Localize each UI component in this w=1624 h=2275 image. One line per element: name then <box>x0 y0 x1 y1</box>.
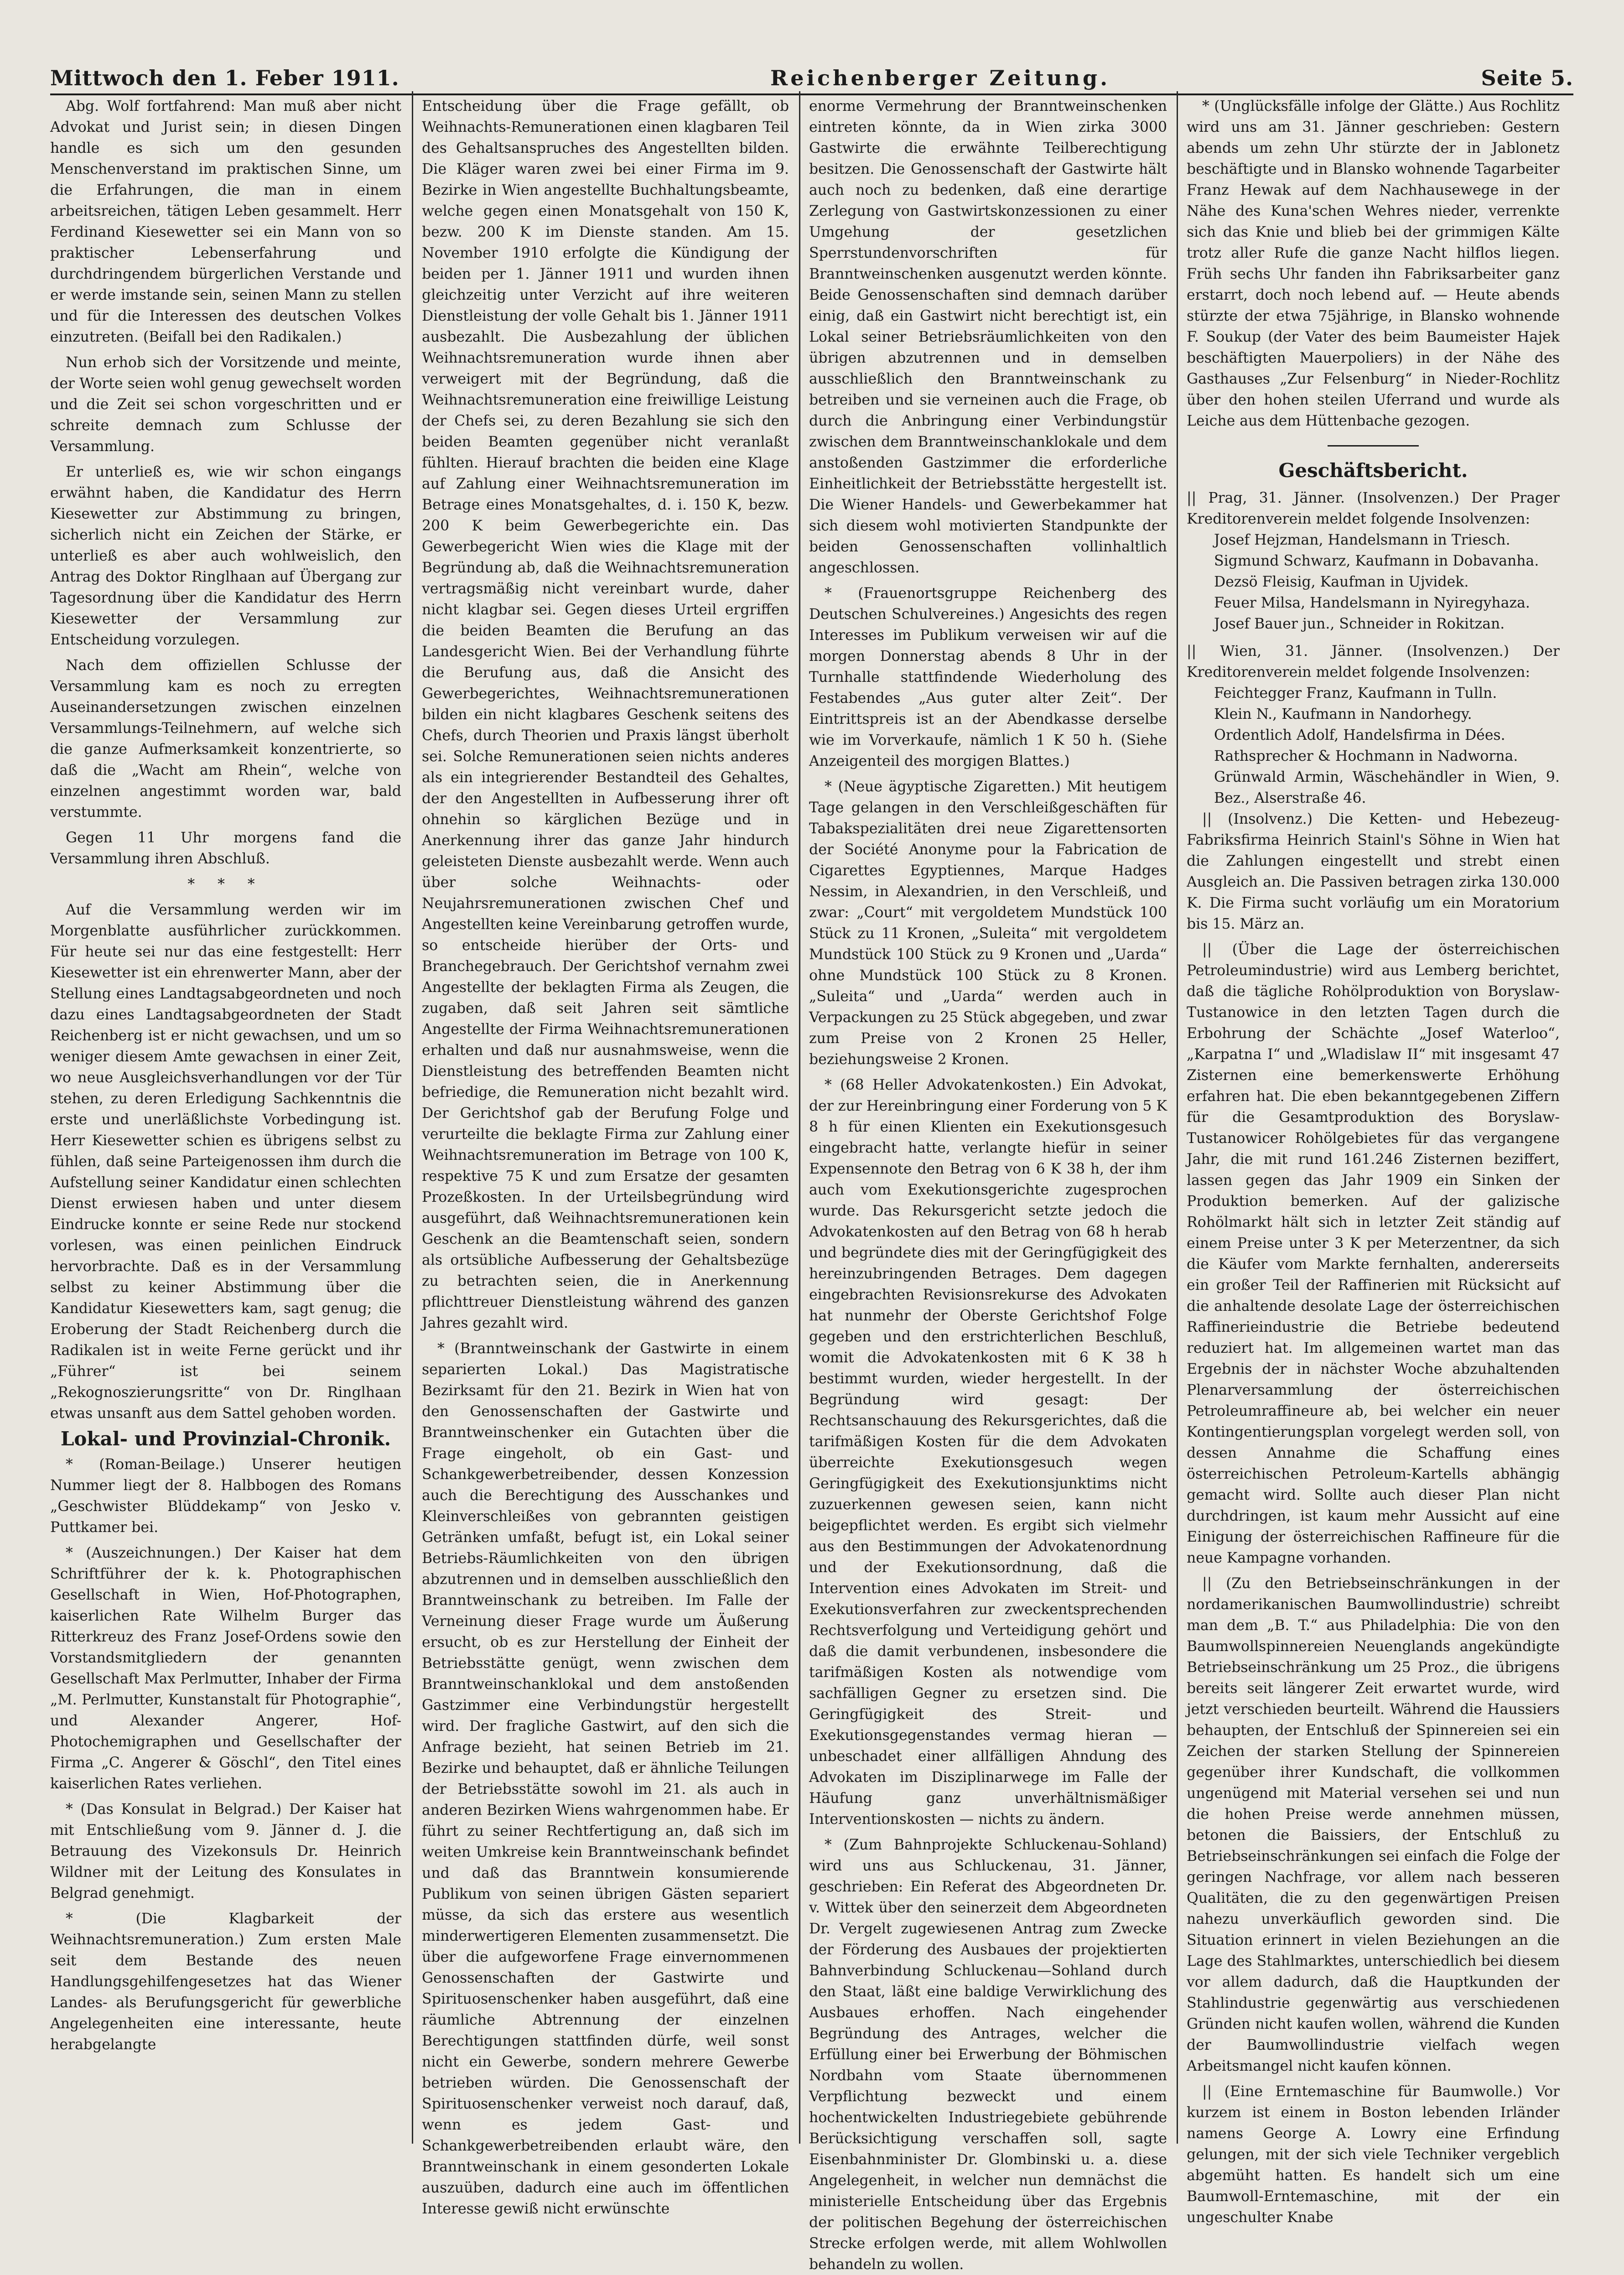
news-item: * (Neue ägyptische Zigaretten.) Mit heutigem Tage gelangen in den Verschleißgeschäften für Tabakspezialitäten drei neue Zigarettensorten der Société Anonyme pour la Fabrication de Cigarettes Egyptiennes, Marque Hadges Nessim, in Alexandrien, in den Verschleiß, und zwar: „Court“ mit vergoldetem Mundstück 100 Stück zu 11 Kronen, „Suleita“ mit vergoldetem Mundstück 100 Stück zu 9 Kronen und „Uarda“ ohne Mundstück 100 Stück zu 8 Kronen. „Suleita“ und „Uarda“ werden auch in Verpackungen zu 25 Stück abgegeben, und zwar zum Preise von 2 Kronen 25 Heller, beziehungsweise 2 Kronen. <box>809 779 1167 1068</box>
insolvency-entry: Rathsprecher & Hochmann in Nadworna. <box>1214 748 1518 764</box>
insolvency-entry: Feichtegger Franz, Kaufmann in Tulln. <box>1214 685 1497 701</box>
column-3 <box>809 96 1167 2273</box>
article-paragraph: Entscheidung über die Frage gefällt, ob Weihnachts-Remunerationen einen klagbaren Teil des Gehaltsanspruches des Angestellten bilden. Die Kläger waren zwei bei einer Firma im 9. Bezirke in Wien angestellte Buchhaltungsbeamte, welche gegen einen Monatsgehalt von 150 K, bezw. 200 K im Dienste standen. Am 15. November 1910 erfolgte die Kündigung der beiden per 1. Jänner 1911 und wurden ihnen gleichzeitig unter Verzicht auf ihre weiteren Dienstleistung der volle Gehalt bis 1. Jänner 1911 ausbezahlt. Die Ausbezahlung der üblichen Weihnachtsremuneration wurde ihnen aber verweigert mit der Begründung, daß die Weihnachtsremuneration eine freiwillige Leistung der Chefs sei, zu deren Bezahlung sie sich den beiden Beamten gegenüber nicht veranlaßt fühlten. Hierauf brachten die beiden eine Klage auf Zahlung einer Weihnachtsremuneration im Betrage eines Monatsgehaltes, d. i. 150 K, bezw. 200 K beim Gewerbegerichte ein. Das Gewerbegericht Wien wies die Klage mit der Begründung ab, daß die Weihnachtsremuneration vertragsmäßig nicht vereinbart wurde, daher nicht klagbar sei. Gegen dieses Urteil ergriffen die beiden Beamten die Berufung an das Landesgericht Wien. Bei der Verhandlung führte die Berufung aus, daß die Ansicht des Gewerbegerichtes, Weihnachtsremunerationen bilden ein nicht klagbares Geschenk seitens des Chefs, durch Theorien und Praxis längst überholt sei. Solche Remunerationen seien nichts anderes als ein integrierender Bestandteil des Gehaltes, der den Angestellten in Aufbesserung ihrer oft ohnehin so kärglichen Bezüge und in Anerkennung ihrer das ganze Jahr hindurch geleisteten Dienste ausbezahlt werde. Wenn auch über solche Weihnachts- oder Neujahrsremunerationen zwischen Chef und Angestellten keine Vereinbarung getroffen wurde, so entscheide hierüber der Orts- und Branchegebrauch. Der Gerichtshof vernahm zwei Angestellte der beklagten Firma als Zeugen, die zugaben, daß seit Jahren seit sämtliche Angestellte der Firma Weihnachtsremunerationen erhalten und daß nur ausnahmsweise, wenn die Dienstleistung des betreffenden Beamten nicht befriedige, die Remuneration nicht bezahlt wird. Der Gerichtshof gab der Berufung Folge und verurteilte die beklagte Firma zur Zahlung einer Weihnachtsremuneration im Betrage von 100 K, respektive 75 K und zum Ersatze der gesamten Prozeßkosten. In der Urteilsbegründung wird ausgeführt, daß Weihnachtsremunerationen kein Geschenk an die Beamtenschaft seien, sondern als ortsübliche Aufbesserung der Gehaltsbezüge zu betrachten seien, die in Anerkennung pflichttreuer Dienstleistung während des ganzen Jahres gezahlt wird. <box>422 98 789 1331</box>
newspaper-title: Reichenberger Zeitung. <box>770 66 1110 90</box>
masthead-rule <box>50 93 1573 95</box>
insolvency-header: || Wien, 31. Jänner. (Insolvenzen.) Der Kreditorenverein meldet folgende Insolvenzen: <box>1187 643 1560 680</box>
page-number: Seite 5. <box>1481 66 1573 90</box>
column-1 <box>50 96 401 2125</box>
section-heading: Lokal- und Provinzial-Chronik. <box>60 1428 391 1450</box>
news-item: || (Eine Erntemaschine für Baumwolle.) Vor kurzem ist einem in Boston lebenden Irländer namens George A. Lowry eine Erfindung gelungen, mit der sich viele Techniker vergeblich abgemüht hatten. Es handelt sich um eine Baumwoll-Erntemaschine, mit der ein ungeschulter Knabe <box>1187 2083 1560 2226</box>
news-item: || (Zu den Betriebseinschränkungen in der nordamerikanischen Baumwollindustrie) schreibt man dem „B. T.“ aus Philadelphia: Die von den Baumwollspinnereien Neuenglands angekündigte Betriebseinschränkung um 25 Proz., die übrigens bereits seit längerer Zeit erwartet wurde, wird jetzt verschieden beurteilt. Während die Haussiers behaupten, der Entschluß der Spinnereien sei ein Zeichen der starken Stellung der Spinnereien gegenüber ihrer Kundschaft, die vollkommen ungenügend mit Material versehen sei und nun die hohen Preise werde annehmen müssen, betonen die Baissiers, der Entschluß zu Betriebseinschränkungen sei einfach die Folge der geringen Nachfrage, vor allem nach besseren Qualitäten, die zu den gegenwärtigen Preisen nahezu unverkäuflich geworden sind. Die Situation erinnert in vielen Beziehungen an die Lage des Stahlmarktes, unterschiedlich bei diesem vor allem dadurch, daß die Hauptkunden der Stahlindustrie gegenwärtig aus verschiedenen Gründen nicht kaufen wollen, während die Kunden der Baumwollindustrie vielfach wegen Arbeitsmangel nicht kaufen können. <box>1187 1575 1560 2074</box>
news-item: * (Branntweinschank der Gastwirte in einem separierten Lokal.) Das Magistratische Bezirksamt für den 21. Bezirk in Wien hat von den Genossenschaften der Gastwirte und Branntweinschenker ein Gutachten über die Frage eingeholt, ob ein Gast- und Schankgewerbetreibender, dessen Konzession auch die Berechtigung des Ausschankes und Kleinverschleißes von gebrannten geistigen Getränken umfaßt, befugt ist, ein Lokal seiner Betriebs-Räumlichkeiten von den übrigen abzutrennen und in demselben ausschließlich den Branntweinschank zu betreiben. Im Falle der Verneinung dieser Frage wurde um Äußerung ersucht, ob es zur Herstellung der Einheit der Betriebsstätte genügt, wenn zwischen dem Branntweinschanklokal und dem anstoßenden Gastzimmer eine Verbindungstür hergestellt wird. Der fragliche Gastwirt, auf den sich die Anfrage bezieht, hat seinen Betrieb im 21. Bezirke und behauptet, daß er ähnliche Teilungen der Betriebsstätte sowohl im 21. als auch in anderen Bezirken Wiens wahrgenommen habe. Er führt zu seiner Rechtfertigung an, daß sich im weiten Umkreise kein Branntweinschank befindet und daß das Branntwein konsumierende Publikum von seinen übrigen Gästen separiert müsse, da sich das erstere aus wesentlich minderwertigeren Elementen zusammensetzt. Die über die aufgeworfene Frage einvernommenen Genossenschaften der Gastwirte und Spirituosenschenker haben ausgeführt, daß eine räumliche Abtrennung der einzelnen Berechtigungen stattfinden dürfe, weil sonst nicht ein Gewerbe, sondern mehrere Gewerbe betrieben würden. Die Genossenschaft der Spirituosenschenker verweist noch darauf, daß, wenn es jedem Gast- und Schankgewerbetreibenden erlaubt wäre, den Branntweinschank in einem gesonderten Lokale auszuüben, dadurch eine auch im öffentlichen Interesse gewiß nicht erwünschte <box>422 1340 789 2217</box>
article-paragraph: Er unterließ es, wie wir schon eingangs erwähnt haben, die Kandidatur des Herrn Kiesewetter zur Abstimmung zu bringen, sicherlich nicht ein Zeichen der Stärke, er unterließ es aber auch wohlweislich, den Antrag des Doktor Ringlhaan auf Übergang zur Tagesordnung über die Kandidatur des Herrn Kiesewetter der Versammlung zur Entscheidung vorzulegen. <box>50 464 401 648</box>
column-divider <box>412 91 413 2144</box>
insolvency-entry: Dezsö Fleisig, Kaufman in Ujvidek. <box>1214 574 1469 590</box>
column-divider <box>1177 91 1178 2144</box>
news-item: * (Roman-Beilage.) Unserer heutigen Nummer liegt der 8. Halbbogen des Romans „Geschwister Blüddekamp“ von Jesko v. Puttkamer bei. <box>50 1456 401 1536</box>
separator-stars: * * * <box>187 876 264 893</box>
insolvency-entry: Sigmund Schwarz, Kaufmann in Dobavanha. <box>1214 553 1539 569</box>
article-paragraph: Gegen 11 Uhr morgens fand die Versammlung ihren Abschluß. <box>50 830 401 867</box>
news-item: * (Auszeichnungen.) Der Kaiser hat dem Schriftführer der k. k. Photographischen Gesellschaft in Wien, Hof-Photographen, kaiserlichen Rate Wilhelm Burger das Ritterkreuz des Franz Josef-Ordens sowie den Vorstandsmitgliedern der genannten Gesellschaft Max Perlmutter, Inhaber der Firma „M. Perlmutter, Kunstanstalt für Photographie“, und Alexander Angerer, Hof-Photochemigraphen und Gesellschafter der Firma „C. Angerer & Göschl“, den Titel eines kaiserlichen Rates verliehen. <box>50 1545 401 1792</box>
news-item: * (Frauenortsgruppe Reichenberg des Deutschen Schulvereines.) Angesichts des regen Interesses im Publikum verweisen wir auf die morgen Donnerstag abends 8 Uhr in der Turnhalle stattfindende Wiederholung des Festabendes „Aus guter alter Zeit“. Der Eintrittspreis ist an der Abendkasse derselbe wie im Vorverkaufe, nämlich 1 K 50 h. (Siehe Anzeigenteil des morgigen Blattes.) <box>809 585 1167 769</box>
news-item: * (Die Klagbarkeit der Weihnachtsremuneration.) Zum ersten Male seit dem Bestande des neuen Handlungsgehilfengesetzes hat das Wiener Landes- als Berufungsgericht für gewerbliche Angelegenheiten eine interessante, heute herabgelangte <box>50 1911 401 2053</box>
article-paragraph: Nach dem offiziellen Schlusse der Versammlung kam es noch zu erregten Auseinandersetzungen zwischen einzelnen Versammlungs-Teilnehmern, auf welche sich die ganze Aufmerksamkeit konzentrierte, so daß die „Wacht am Rhein“, welche von einzelnen angestimmt worden war, bald verstummte. <box>50 657 401 821</box>
column-4 <box>1187 96 1560 2226</box>
article-paragraph: Abg. Wolf fortfahrend: Man muß aber nicht Advokat und Jurist sein; in diesen Dingen handle es sich um den gesunden Menschenverstand im praktischen Sinne, um die Erfahrungen, die man in einem arbeitsreichen, tätigen Leben gesammelt. Herr Ferdinand Kiesewetter sei ein Mann von so praktischer Lebenserfahrung und durchdringendem bürgerlichen Verstande und er werde imstande sein, seinen Mann zu stellen und für die Interessen des deutschen Volkes einzutreten. (Beifall bei den Radikalen.) <box>50 98 401 345</box>
section-heading: Geschäftsbericht. <box>1278 459 1468 482</box>
news-item: || (Insolvenz.) Die Ketten- und Hebezeug-Fabriksfirma Heinrich Stainl's Söhne in Wien hat die Zahlungen eingestellt und strebt einen Ausgleich an. Die Passiven betragen zirka 130.000 K. Die Firma sucht vorläufig um ein Moratorium bis 15. März an. <box>1187 811 1560 932</box>
insolvency-entry: Josef Bauer jun., Schneider in Rokitzan. <box>1214 616 1505 632</box>
article-paragraph: Auf die Versammlung werden wir im Morgenblatte ausführlicher zurückkommen. Für heute sei nur das eine festgestellt: Herr Kiesewetter ist ein ehrenwerter Mann, aber der Stellung eines Landtagsabgeordneten und noch dazu eines Landtagsabgeordneten der Stadt Reichenberg ist er nicht gewachsen, und um so weniger diesem Amte gewachsen in einer Zeit, wo neue Ausgleichsverhandlungen vor der Tür stehen, zu deren Erledigung Sachkenntnis die erste und unerläßlichste Vorbedingung ist. Herr Kiesewetter schien es übrigens selbst zu fühlen, daß seine Parteigenossen ihm durch die Aufstellung seiner Kandidatur einen schlechten Dienst erwiesen haben und unter diesem Eindrucke konnte er seine Rede nur stockend vorlesen, was einen peinlichen Eindruck hervorbrachte. Daß es in der Versammlung selbst zu keiner Abstimmung über die Kandidatur Kiesewetters kam, sagt genug; die Eroberung der Stadt Reichenberg durch die Radikalen ist in weite Ferne gerückt und ihr „Führer“ ist bei seinem „Rekognoszierungsritte“ von Dr. Ringlhaan etwas unsanft aus dem Sattel gehoben worden. <box>50 902 401 1422</box>
insolvency-header: || Prag, 31. Jänner. (Insolvenzen.) Der Prager Kreditorenverein meldet folgende Insolvenzen: <box>1187 490 1560 527</box>
divider-rule <box>1328 445 1419 447</box>
article-paragraph: Nun erhob sich der Vorsitzende und meinte, der Worte seien wohl genug gewechselt worden und die Zeit sei schon vorgeschritten und er schreite demnach zum Schlusse der Versammlung. <box>50 354 401 455</box>
insolvency-entry: Ordentlich Adolf, Handelsfirma in Dées. <box>1214 727 1505 743</box>
news-item: || (Über die Lage der österreichischen Petroleumindustrie) wird aus Lemberg berichtet, daß die tägliche Rohölproduktion von Boryslaw-Tustanowice in den letzten Tagen durch die Erbohrung der Schächte „Josef Waterloo“, „Karpatna I“ und „Wladislaw II“ mit insgesamt 47 Zisternen eine bemerkenswerte Erhöhung erfahren hat. Die eben bekanntgegebenen Ziffern für die Gesamtproduktion des Boryslaw-Tustanowicer Rohölgebietes für das vergangene Jahr, die mit rund 161.246 Zisternen beziffert, lassen gegen das Jahr 1909 ein Sinken der Produktion bemerken. Auf der galizische Rohölmarkt hält sich in letzter Zeit ständig auf einem Preise unter 3 K per Meterzentner, da sich die Käufer vom Markte fernhalten, andererseits ein großer Teil der Raffinerien mit Rücksicht auf die anhaltende desolate Lage der österreichischen Raffinerieindustrie die Betriebe bedeutend reduziert hat. Im allgemeinen wartet man das Ergebnis der in nächster Woche abzuhaltenden Plenarversammlung der österreichischen Petroleumraffineure ab, bei welcher ein neuer Kontingentierungsplan vorgelegt werden soll, von dessen Annahme die Schaffung eines österreichischen Petroleum-Kartells abhängig gemacht wird. Sollte auch dieser Plan nicht durchdringen, ist kaum mehr Aussicht auf eine Einigung der österreichischen Raffineure für die neue Kampagne vorhanden. <box>1187 941 1560 1566</box>
news-item: * (68 Heller Advokatenkosten.) Ein Advokat, der zur Hereinbringung einer Forderung von 5 K 8 h für einen Klienten ein Exekutionsgesuch eingebracht hatte, verlangte hiefür in seiner Expensennote den Betrag von 6 K 38 h, der ihm auch vom Exekutionsgerichte zugesprochen wurde. Das Rekursgericht setzte jedoch die Advokatenkosten auf den Betrag von 68 h herab und begründete dies mit der Geringfügigkeit des hereinzubringenden Betrages. Dem dagegen eingebrachten Revisionsrekurse des Advokaten hat nunmehr der Oberste Gerichtshof Folge gegeben und den erstrichterlichen Beschluß, womit die Advokatenkosten mit 6 K 38 h bestimmt wurden, wieder hergestellt. In der Begründung wird gesagt: Der Rechtsanschauung des Rekursgerichtes, daß die tarifmäßigen Kosten für die dem Advokaten überreichte Exekutionsgesuch wegen Geringfügigkeit des Exekutionsjunktims nicht zuzuerkennen gewesen seien, kann nicht beigepflichtet werden. Es ergibt sich vielmehr aus den Bestimmungen der Advokatenordnung und der Exekutionsordnung, daß die Intervention eines Advokaten im Streit- und Exekutionsverfahren zur zweckentsprechenden Rechtsverfolgung und Verteidigung gehört und daß die damit verbundenen, insbesondere die tarifmäßigen Kosten als notwendige vom sachfälligen Gegner zu ersetzen sind. Die Geringfügigkeit des Streit- und Exekutionsgegenstandes vermag hieran — unbeschadet einer allfälligen Ahndung des Advokaten im Disziplinarwege im Falle der Häufung ganz unverhältnismäßiger Interventionskosten — nichts zu ändern. <box>809 1077 1167 1828</box>
news-item: * (Zum Bahnprojekte Schluckenau-Sohland) wird uns aus Schluckenau, 31. Jänner, geschrieben: Ein Referat des Abgeordneten Dr. v. Wittek über den seinerzeit dem Abgeordneten Dr. Vergelt zugewiesenen Antrag zum Zwecke der Förderung des Ausbaues der projektierten Bahnverbindung Schluckenau—Sohland durch den Staat, läßt eine baldige Verwirklichung des Ausbaues erhoffen. Nach eingehender Begründung des Antrages, welcher die Erfüllung einer bei Erwerbung der Böhmischen Nordbahn vom Staate übernommenen Verpflichtung bezweckt und einem hochentwickelten Industriegebiete gebührende Berücksichtigung verschaffen soll, sagte Eisenbahnminister Dr. Glombinski u. a. diese Angelegenheit, in welcher nun demnächst die ministerielle Entscheidung über das Ergebnis der politischen Begehung der österreichischen Strecke erfolgen werde, mit allem Wohlwollen behandeln zu wollen. <box>809 1837 1167 2273</box>
masthead <box>50 58 1573 90</box>
column-divider <box>799 91 800 2144</box>
insolvency-entry: Klein N., Kaufmann in Nandorhegy. <box>1214 706 1472 722</box>
insolvency-entry: Grünwald Armin, Wäschehändler in Wien, 9. Bez., Alserstraße 46. <box>1214 769 1560 806</box>
insolvency-entry: Feuer Milsa, Handelsmann in Nyiregyhaza. <box>1214 595 1530 611</box>
article-paragraph: enorme Vermehrung der Branntweinschenken eintreten könnte, da in Wien zirka 3000 Gastwirte die erwähnte Teilberechtigung besitzen. Die Genossenschaft der Gastwirte hält auch noch zu bedenken, daß eine derartige Zerlegung von Gastwirtskonzessionen zu einer Umgehung der gesetzlichen Sperrstundenvorschriften für Branntweinschenken ausgenutzt werden könnte. Beide Genossenschaften sind demnach darüber einig, daß ein Gastwirt nicht berechtigt ist, ein Lokal seiner Betriebsräumlichkeiten von den übrigen abzutrennen und in demselben ausschließlich den Branntweinschank zu betreiben und sie verneinen auch die Frage, ob durch die Anbringung einer Verbindungstür zwischen dem Branntweinschanklokale und dem anstoßenden Gastzimmer die erforderliche Einheitlichkeit der Betriebsstätte hergestellt ist. Die Wiener Handels- und Gewerbekammer hat sich diesem wohl motivierten Standpunkte der beiden Genossenschaften vollinhaltlich angeschlossen. <box>809 98 1167 576</box>
news-item: * (Das Konsulat in Belgrad.) Der Kaiser hat mit Entschließung vom 9. Jänner d. J. die Betrauung des Vizekonsuls Dr. Heinrich Wildner mit der Leitung des Konsulates in Belgrad genehmigt. <box>50 1801 401 1901</box>
issue-date: Mittwoch den 1. Feber 1911. <box>50 66 400 90</box>
insolvency-entry: Josef Hejzman, Handelsmann in Triesch. <box>1214 532 1510 548</box>
column-2 <box>422 96 789 2217</box>
news-item: * (Unglücksfälle infolge der Glätte.) Aus Rochlitz wird uns am 31. Jänner geschrieben: Gestern abends um zehn Uhr stürzte der in Jablonetz beschäftigte und in Blansko wohnende Tagarbeiter Franz Hewak auf dem Nachhausewege in der Nähe des Kuna'schen Wehres nieder, verrenkte sich das Knie und blieb bei der grimmigen Kälte trotz aller Rufe die ganze Nacht hilflos liegen. Früh sechs Uhr fanden ihn Fabriksarbeiter ganz erstarrt, doch noch lebend auf. — Heute abends stürzte der etwa 75jährige, in Blansko wohnende F. Soukup (der Vater des beim Baumeister Hajek beschäftigten Mauerpoliers) in der Nähe des Gasthauses „Zur Felsenburg“ in Nieder-Rochlitz über den hohen steilen Uferrand und wurde als Leiche aus dem Hüttenbache gezogen. <box>1187 98 1560 429</box>
